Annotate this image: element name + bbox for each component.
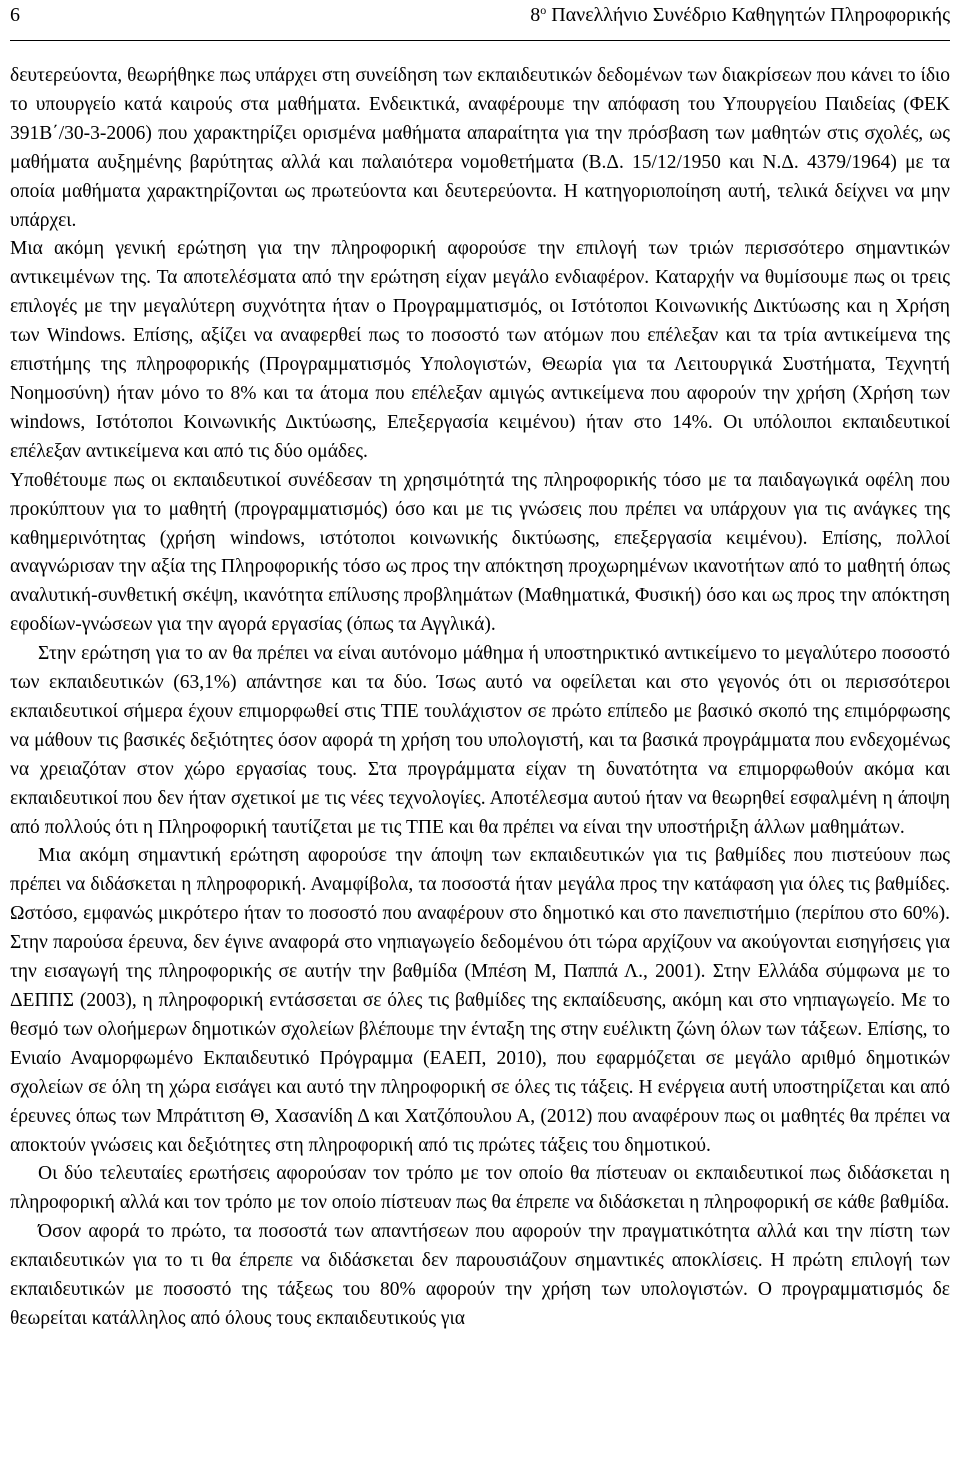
paragraph-6: Οι δύο τελευταίες ερωτήσεις αφορούσαν τον τρόπο με τον οποίο θα πίστευαν οι εκπαιδευτικοί πως διδάσκεται η πληροφορική αλλά και τον τρόπο με τον οποίο πίστευαν πως θα έπρεπε να διδάσκεται η πληροφορική σε κάθε βαθμίδα.: [10, 1163, 950, 1214]
conference-number: 8: [530, 4, 541, 26]
page-header: [10, 0, 950, 41]
paragraph-7: Όσον αφορά το πρώτο, τα ποσοστά των απαντήσεων που αφορούν την πραγματικότητα αλλά και την πίστη των εκπαιδευτικών για το τι θα έπρεπε να διδάσκεται δεν παρουσιάζουν σημαντικές αποκλίσεις. Η πρώτη επιλογή των εκπαιδευτικών με ποσοστό της τάξεως του 80% αφορούν την χρήση των υπολογιστών. Ο προγραμματισμός δε θεωρείται κατάλληλος από όλους τους εκπαιδευτικούς για: [10, 1221, 950, 1329]
paragraph-1: δευτερεύοντα, θεωρήθηκε πως υπάρχει στη συνείδηση των εκπαιδευτικών δεδομένων των διακρίσεων που κάνει το ίδιο το υπουργείο κατά καιρούς στα μαθήματα. Ενδεικτικά, αναφέρουμε την απόφαση του Υπουργείου Παιδείας (ΦΕΚ 391Β΄/30-3-2006) που χαρακτηρίζει ορισμένα μαθήματα απαραίτητα για την πρόσβαση των μαθητών στις σχολές, ως μαθήματα αυξημένης βαρύτητας αλλά και παλαιότερα νομοθετήματα (Β.Δ. 15/12/1950 και Ν.Δ. 4379/1964) με τα οποία μαθήματα χαρακτηρίζονται ως πρωτεύοντα και δευτερεύοντα. Η κατηγοριοποίηση αυτή, τελικά δείχνει να μην υπάρχει.: [10, 65, 950, 231]
page-number: 6: [10, 4, 20, 26]
paragraph-4: Στην ερώτηση για το αν θα πρέπει να είναι αυτόνομο μάθημα ή υποστηρικτικό αντικείμενο το μεγαλύτερο ποσοστό των εκπαιδευτικών (63,1%) απάντησε και τα δύο. Ίσως αυτό να οφείλεται και στο γεγονός ότι οι περισσότεροι εκπαιδευτικοί σήμερα έχουν επιμορφωθεί στις ΤΠΕ τουλάχιστον σε πρώτο επίπεδο με βασικό σκοπό της επιμόρφωσης να μάθουν τις βασικές δεξιότητες όσον αφορά τη χρήση του υπολογιστή, και τα βασικά προγράμματα που ενδεχομένως να χρειαζόταν στον χώρο εργασίας τους. Στα προγράμματα είχαν τη δυνατότητα να επιμορφωθούν ακόμα και εκπαιδευτικοί που δεν ήταν σχετικοί με τις νέες τεχνολογίες. Αποτέλεσμα αυτού ήταν να θεωρηθεί εσφαλμένη η άποψη από πολλούς ότι η Πληροφορική ταυτίζεται με τις ΤΠΕ και θα πρέπει να είναι την υποστήριξη άλλων μαθημάτων.: [10, 643, 950, 838]
paragraph-2: Μια ακόμη γενική ερώτηση για την πληροφορική αφορούσε την επιλογή των τριών περισσότερο σημαντικών αντικειμένων της. Τα αποτελέσματα από την ερώτηση είχαν μεγάλο ενδιαφέρον. Καταρχήν να θυμίσουμε πως οι τρεις επιλογές με την μεγαλύτερη συχνότητα ήταν ο Προγραμματισμός, οι Ιστότοποι Κοινωνικής Δικτύωσης και η Χρήση των Windows. Επίσης, αξίζει να αναφερθεί πως το ποσοστό των ατόμων που επέλεξαν και τα τρία αντικείμενα της επιστήμης της πληροφορικής (Προγραμματισμός Υπολογιστών, Θεωρία για τα Λειτουργικά Συστήματα, Τεχνητή Νοημοσύνη) ήταν μόνο το 8% και τα άτομα που επέλεξαν αμιγώς αντικείμενα που αφορούν την χρήση (Χρήση των windows, Ιστότοποι Κοινωνικής Δικτύωσης, Επεξεργασία κειμένου) ήταν στο 14%. Οι υπόλοιποι εκπαιδευτικοί επέλεξαν αντικείμενα και από τις δύο ομάδες.: [10, 238, 950, 462]
running-title: [530, 2, 950, 28]
paragraph-5: Μια ακόμη σημαντική ερώτηση αφορούσε την άποψη των εκπαιδευτικών για τις βαθμίδες που πιστεύουν πως πρέπει να διδάσκεται η πληροφορική. Αναμφίβολα, τα ποσοστά ήταν μεγάλα προς την κατάφαση για όλες τις βαθμίδες. Ωστόσο, εμφανώς μικρότερο ήταν το ποσοστό που αναφέρουν στο δημοτικό και στο πανεπιστήμιο (περίπου στο 60%). Στην παρούσα έρευνα, δεν έγινε αναφορά στο νηπιαγωγείο δεδομένου ότι τώρα αρχίζουν να ακούγονται εισηγήσεις για την εισαγωγή της πληροφορικής σε αυτήν την βαθμίδα (Μπέση Μ, Παππά Λ., 2001). Στην Ελλάδα σύμφωνα με το ΔΕΠΠΣ (2003), η πληροφορική εντάσσεται σε όλες τις βαθμίδες της εκπαίδευσης, ακόμη και στο νηπιαγωγείο. Με το θεσμό των ολοήμερων δημοτικών σχολείων βλέπουμε την ένταξη της στην ευέλικτη ζώνη όλων των τάξεων. Επίσης, το Ενιαίο Αναμορφωμένο Εκπαιδευτικό Πρόγραμμα (ΕΑΕΠ, 2010), που εφαρμόζεται σε μεγάλο αριθμό δημοτικών σχολείων σε όλη τη χώρα εισάγει και αυτό την πληροφορική σε όλες τις τάξεις. Η ενέργεια αυτή υποστηρίζεται και από έρευνες όπως των Μπράτιτση Θ, Χασανίδη Δ και Χατζόπουλου Α, (2012) που αναφέρουν πως οι μαθητές θα πρέπει να αποκτούν γνώσεις και δεξιότητες στη πληροφορική από τις πρώτες τάξεις του δημοτικού.: [10, 845, 950, 1156]
paragraph-3: Υποθέτουμε πως οι εκπαιδευτικοί συνέδεσαν τη χρησιμότητά της πληροφορικής τόσο με τα παιδαγωγικά οφέλη που προκύπτουν για το μαθητή (προγραμματισμός) όσο και με τις γνώσεις που πρέπει να υπάρχουν για τις ανάγκες της καθημερινότητας (χρήση windows, ιστότοποι κοινωνικής δικτύωσης, επεξεργασία κειμένου). Επίσης, πολλοί αναγνώρισαν την αξία της Πληροφορικής τόσο ως προς την απόκτηση προχωρημένων ικανοτήτων από το μαθητή όπως αναλυτική-συνθετική σκέψη, ικανότητα επίλυσης προβλημάτων (Μαθηματικά, Φυσική) όσο και ως προς την απόκτηση εφοδίων-γνώσεων για την αγορά εργασίας (όπως τα Αγγλικά).: [10, 469, 950, 636]
conference-name: Πανελλήνιο Συνέδριο Καθηγητών Πληροφορικής: [546, 4, 950, 26]
body-text: [10, 62, 950, 1334]
ordinal-superscript: ο: [540, 3, 547, 17]
